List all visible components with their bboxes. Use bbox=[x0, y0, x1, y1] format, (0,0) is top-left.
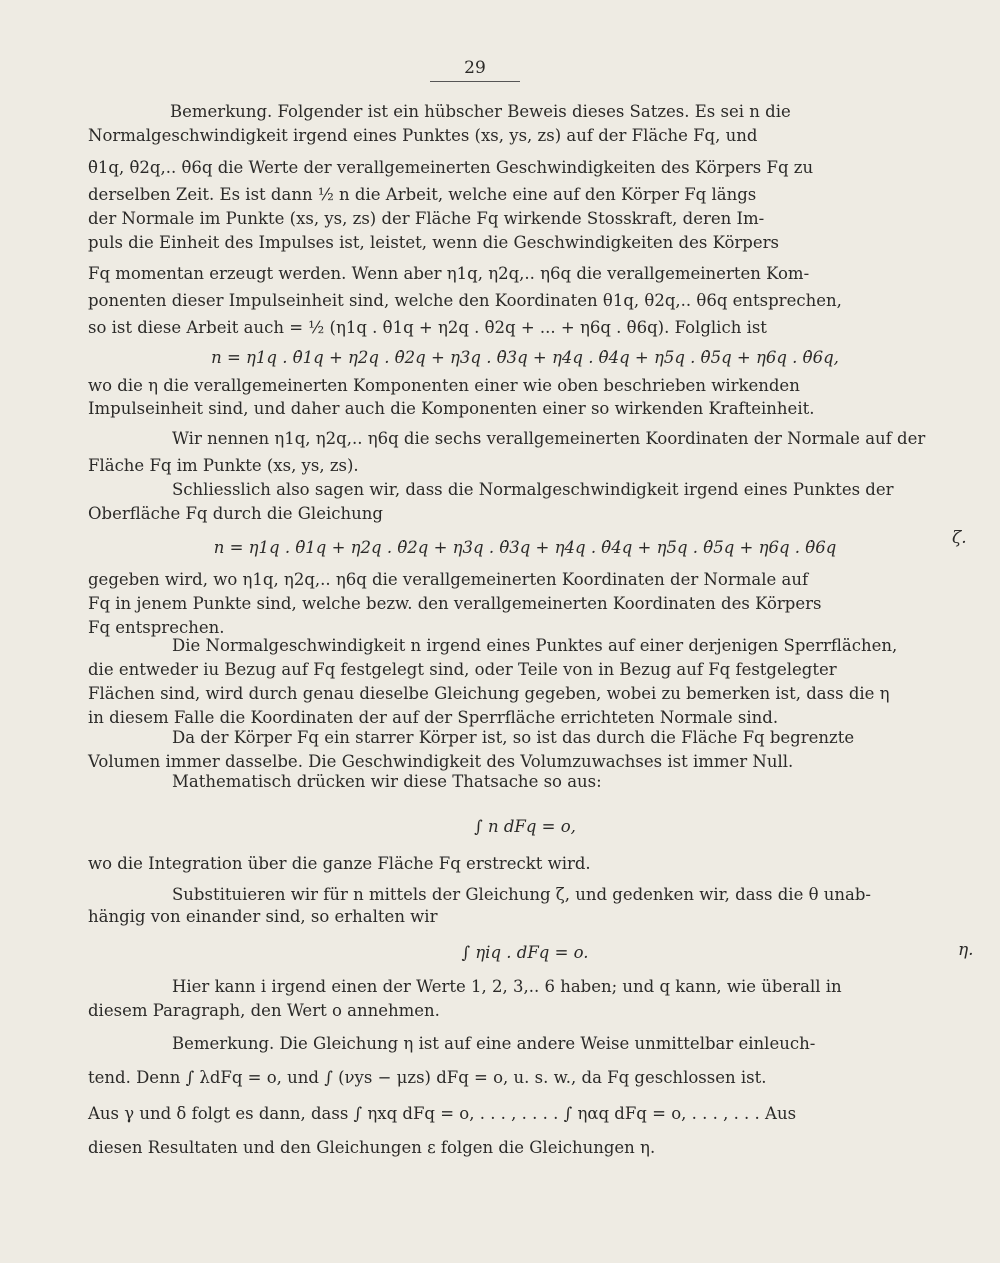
text-line: n = η1q . θ̇1q + η2q . θ̇2q + η3q . θ̇3q + η4q . θ̇4q + η5q . θ̇5q + η6q . θ̇6q bbox=[213, 538, 837, 557]
text-line: diesen Resultaten und den Gleichungen ε folgen die Gleichungen η. bbox=[88, 1138, 656, 1157]
text-line: gegeben wird, wo η1q, η2q,.. η6q die verallgemeinerten Koordinaten der Normale auf bbox=[88, 570, 809, 589]
text-line: Mathematisch drücken wir diese Thatsache so aus: bbox=[172, 772, 602, 791]
text-line: in diesem Falle die Koordinaten der auf der Sperrfläche errichteten Normale sind. bbox=[88, 708, 779, 727]
text-line: Fq entsprechen. bbox=[88, 618, 225, 637]
text-line: ∫ n dFq = o, bbox=[474, 817, 576, 836]
text-line: Fläche Fq im Punkte (xs, ys, zs). bbox=[88, 456, 359, 475]
text-line: Oberfläche Fq durch die Gleichung bbox=[88, 504, 383, 523]
text-line: wo die η die verallgemeinerten Komponenten einer wie oben beschrieben wirkenden bbox=[88, 376, 800, 395]
text-line: ∫ ηiq . dFq = o. bbox=[461, 943, 589, 962]
text-line: diesem Paragraph, den Wert o annehmen. bbox=[88, 1001, 440, 1020]
text-line: Flächen sind, wird durch genau dieselbe Gleichung gegeben, wobei zu bemerken ist, dass die η bbox=[88, 684, 890, 703]
text-line: die entweder iu Bezug auf Fq festgelegt sind, oder Teile von in Bezug auf Fq festgelegter bbox=[88, 660, 837, 679]
text-line: Substituieren wir für n mittels der Gleichung ζ, und gedenken wir, dass die θ unab- bbox=[172, 885, 871, 904]
text-line: puls die Einheit des Impulses ist, leistet, wenn die Geschwindigkeiten des Körpers bbox=[88, 233, 779, 252]
text-line: ponenten dieser Impulseinheit sind, welche den Koordinaten θ1q, θ2q,.. θ6q entsprechen, bbox=[88, 291, 842, 310]
text-line: Schliesslich also sagen wir, dass die Normalgeschwindigkeit irgend eines Punktes der bbox=[172, 480, 894, 499]
text-line: Normalgeschwindigkeit irgend eines Punktes (xs, ys, zs) auf der Fläche Fq, und bbox=[88, 126, 758, 145]
text-line: Bemerkung. Folgender ist ein hübscher Beweis dieses Satzes. Es sei n die bbox=[170, 102, 791, 121]
text-line: Fq in jenem Punkte sind, welche bezw. den verallgemeinerten Koordinaten des Körpers bbox=[88, 594, 822, 613]
text-line: der Normale im Punkte (xs, ys, zs) der Fläche Fq wirkende Stosskraft, deren Im- bbox=[88, 209, 765, 228]
text-line: Aus γ und δ folgt es dann, dass ∫ ηxq dFq = o, . . . , . . . . ∫ ηαq dFq = o, . . . , . . . Aus bbox=[88, 1104, 797, 1123]
text-line: Fq momentan erzeugt werden. Wenn aber η1q, η2q,.. η6q die verallgemeinerten Kom- bbox=[88, 264, 810, 283]
equation-tag: η. bbox=[958, 940, 974, 960]
text-line: tend. Denn ∫ λdFq = o, und ∫ (νys − μzs) dFq = o, u. s. w., da Fq geschlossen ist. bbox=[88, 1068, 767, 1087]
text-line: Wir nennen η1q, η2q,.. η6q die sechs verallgemeinerten Koordinaten der Normale auf der bbox=[172, 429, 926, 448]
text-line: so ist diese Arbeit auch = ½ (η1q . θ̇1q + η2q . θ̇2q + ... + η6q . θ̇6q). Folglich ist bbox=[88, 318, 767, 337]
text-line: Impulseinheit sind, und daher auch die Komponenten einer so wirkenden Krafteinheit. bbox=[88, 399, 815, 418]
text-line: Hier kann i irgend einen der Werte 1, 2, 3,.. 6 haben; und q kann, wie überall in bbox=[172, 977, 842, 996]
page-number: 29 bbox=[430, 58, 520, 82]
equation-tag: ζ. bbox=[952, 528, 967, 548]
text-line: wo die Integration über die ganze Fläche Fq erstreckt wird. bbox=[88, 854, 591, 873]
text-line: θ̇1q, θ̇2q,.. θ̇6q die Werte der verallgemeinerten Geschwindigkeiten des Körpers Fq zu bbox=[88, 158, 814, 177]
text-line: n = η1q . θ̇1q + η2q . θ̇2q + η3q . θ̇3q + η4q . θ̇4q + η5q . θ̇5q + η6q . θ̇6q, bbox=[211, 348, 839, 367]
text-line: Da der Körper Fq ein starrer Körper ist, so ist das durch die Fläche Fq begrenzte bbox=[172, 728, 855, 747]
text-line: Volumen immer dasselbe. Die Geschwindigkeit des Volumzuwachses ist immer Null. bbox=[88, 752, 794, 771]
text-line: Die Normalgeschwindigkeit n irgend eines Punktes auf einer derjenigen Sperrflächen, bbox=[172, 636, 898, 655]
text-line: Bemerkung. Die Gleichung η ist auf eine andere Weise unmittelbar einleuch- bbox=[172, 1034, 816, 1053]
text-line: derselben Zeit. Es ist dann ½ n die Arbeit, welche eine auf den Körper Fq längs bbox=[88, 185, 757, 204]
text-line: hängig von einander sind, so erhalten wir bbox=[88, 907, 438, 926]
